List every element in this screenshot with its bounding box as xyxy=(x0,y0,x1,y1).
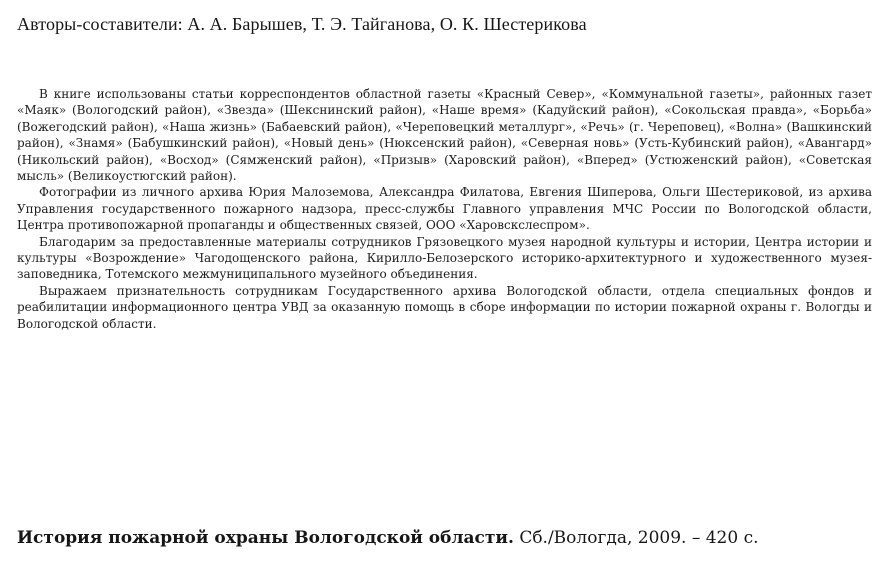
credits-paragraph-newspapers: В книге использованы статьи корреспондентов областной газеты «Красный Север», «Коммунальной газеты», районных газет «Маяк» (Вологодский район), «Звезда» (Шекснинский район), «Наше время» (Кадуйский район), «Сокольская правда», «Борьба» (Вожегодский район), «Наша жизнь» (Бабаевский район), «Череповецкий металлург», «Речь» (г. Череповец), «Волна» (Вашкинский район), «Знамя» (Бабушкинский район), «Новый день» (Нюксенский район), «Северная новь» (Усть-Кубинский район), «Авангард» (Никольский район), «Восход» (Сямженский район), «Призыв» (Харовский район), «Вперед» (Устюженский район), «Советская мысль» (Великоустюгский район). xyxy=(17,87,872,184)
credits-paragraph-museums: Благодарим за предоставленные материалы сотрудников Грязовецкого музея народной культуры и истории, Центра истории и культуры «Возрождение» Чагодощенского района, Кирилло-Белозерского историко-архитектурного и художественного музея-заповедника, Тотемского межмуниципального музейного объединения. xyxy=(17,234,872,282)
credits-text xyxy=(17,86,872,332)
book-title: История пожарной охраны Вологодской области. xyxy=(17,528,514,548)
credits-paragraph-photos: Фотографии из личного архива Юрия Малоземова, Александра Филатова, Евгения Шиперова, Ольги Шестериковой, из архива Управления государственного пожарного надзора, пресс-службы Главного управления МЧС России по Вологодской области, Центра противопожарной пропаганды и общественных связей, ООО «Харовскслеспром». xyxy=(17,185,872,233)
credits-paragraph-archive: Выражаем признательность сотрудникам Государственного архива Вологодской области, отдела специальных фондов и реабилитации информационного центра УВД за оказанную помощь в сборе информации по истории пожарной охраны г. Вологды и Вологодской области. xyxy=(17,283,872,331)
authors-line: Авторы-составители: А. А. Барышев, Т. Э. Тайганова, О. К. Шестерикова xyxy=(17,14,587,34)
book-publication-details: Сб./Вологда, 2009. – 420 с. xyxy=(519,528,759,548)
bibliographic-record xyxy=(17,528,759,548)
